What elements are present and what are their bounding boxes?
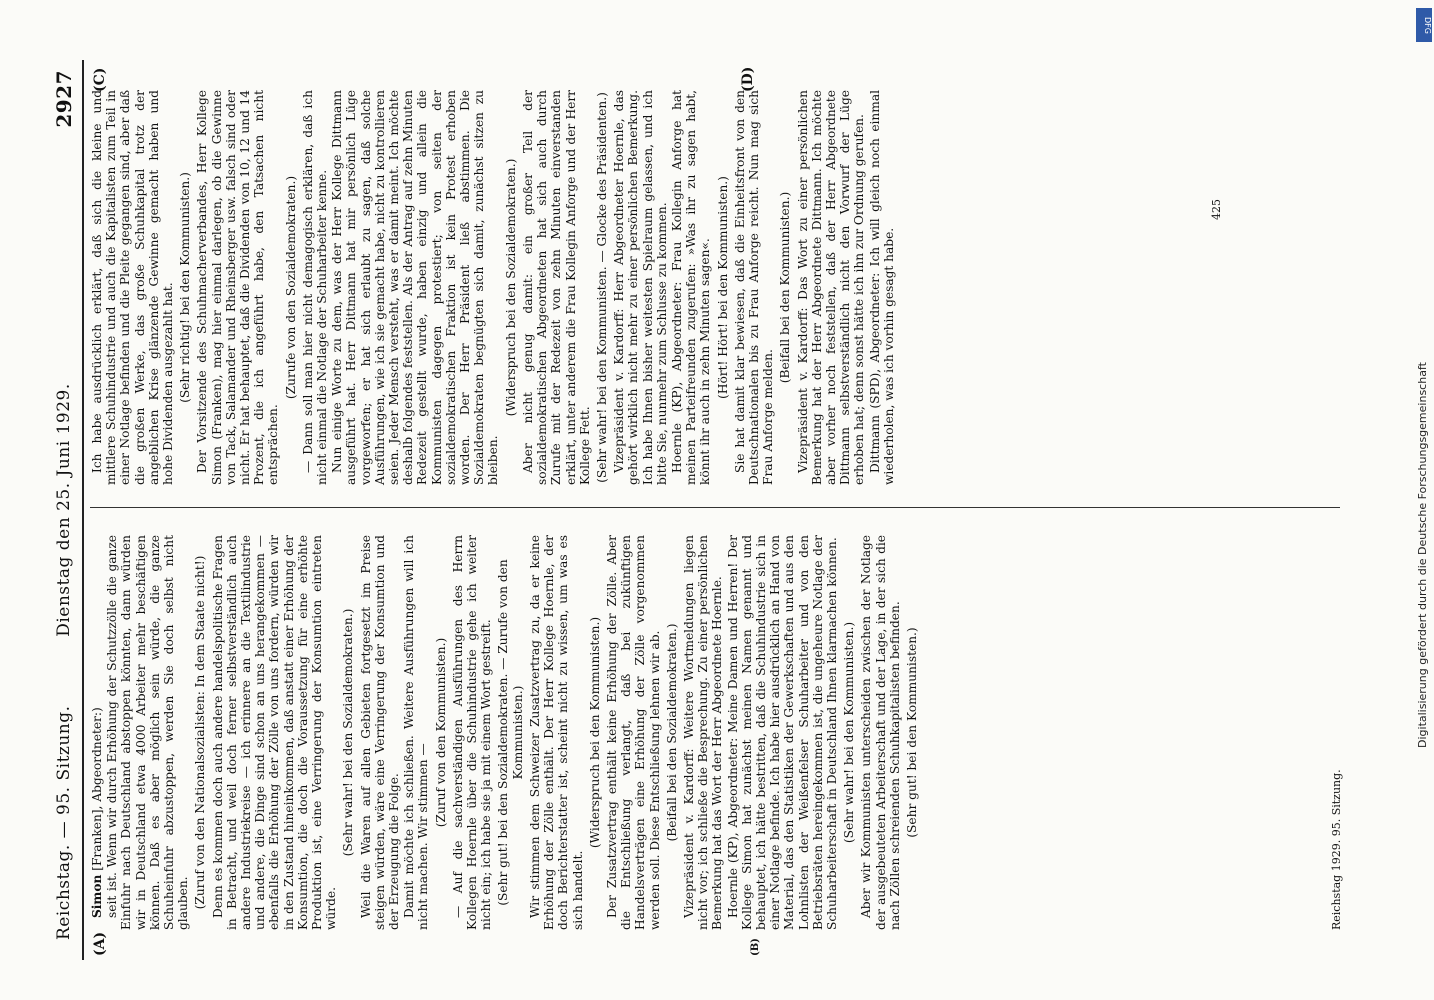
paragraph: Sie hat damit klar bewiesen, daß die Einheitsfront von den Deutschnationalen bis zu Frau Anforge reicht. Nun mag sich Frau Anforge melden. (732, 90, 776, 485)
footer-left: Reichstag 1929. 95. Sitzung. (1330, 769, 1343, 930)
paragraph: Der Zusatzvertrag enthält keine Erhöhung der Zölle. Aber die Entschließung verlangt, daß bei zukünftigen Handelsverträgen eine Erhöhung der Zölle vorgenommen werden soll. Diese Entschließung lehnen wir ab. (604, 535, 662, 930)
margin-marker-d: (D) (740, 66, 756, 92)
paragraph: Denn es kommen doch auch andere handelspolitische Fragen in Betracht, und weil doch ferner selbstverständlich auch andere Industriekreise — ich erinnere an die Textilindustrie und andere, die Dinge sind schon an uns herangekommen — ebenfalls die Erhöhung der Zölle von uns fordern, würden wir in den Zustand hineinkommen, daß anstatt einer Erhöhung der Konsumtion, die doch die Voraussetzung für eine erhöhte Produktion ist, eine Verringerung der Konsumtion eintreten würde. (210, 535, 339, 930)
interjection: (Widerspruch bei den Sozialdemokraten.) (503, 158, 518, 417)
rotated-document-page (50, 60, 1360, 960)
interjection: (Sehr gut! bei den Kommunisten.) (904, 627, 919, 838)
right-column (90, 90, 897, 485)
interjection: (Zuruf von den Nationalsozialisten: In dem Staate nicht!) (193, 555, 208, 910)
header-rule (82, 60, 84, 960)
interjection: (Sehr wahr! bei den Kommunisten. — Glocke des Präsidenten.) (594, 92, 609, 483)
paragraph: Aber nicht genug damit: ein großer Teil der sozialdemokratischen Abgeordneten hat sich auch durch Zurufe mit der Redezeit von zehn Minuten einverstanden erklärt, unter anderem die Frau Kollegin Anforge und der Herr Kollege Fett. (520, 90, 592, 485)
interjection: (Sehr richtig! bei den Kommunisten.) (178, 172, 193, 403)
interjection: (Sehr wahr! bei den Kommunisten.) (842, 621, 857, 844)
digitization-sidebar (1416, 8, 1434, 998)
paragraph: Simon [Franken], Abgeordneter:) (90, 707, 104, 918)
paragraph: Vizepräsident v. Kardorff: Das Wort zu einer persönlichen Bemerkung hat der Herr Abgeordnete Dittmann. Ich möchte aber vorher noch feststellen, daß der Herr Abgeordnete Dittmann selbstverständlich nicht den Vorwurf der Lüge erhoben hat; denn sonst hätte ich ihn zur Ordnung gerufen. (795, 90, 867, 485)
column-separator (90, 507, 1340, 508)
paragraph: Dittmann (SPD), Abgeordneter: Ich will gleich noch einmal wiederholen, was ich vorhin gesagt habe. (867, 90, 896, 485)
interjection: (Zuruf von den Kommunisten.) (433, 637, 448, 828)
interjection: (Beifall bei den Sozialdemokraten.) (664, 623, 679, 842)
paragraph: Vizepräsident v. Kardorff: Weitere Wortmeldungen liegen nicht vor; ich schließe die Besprechung. Zu einer persönlichen Bemerkung hat das Wort der Herr Abgeordnete Hoernle. (681, 535, 725, 930)
paragraph: — Dann soll man hier nicht demagogisch erklären, daß ich nicht einmal die Notlage der Schuharbeiter kenne. (300, 90, 330, 485)
paragraph: Vizepräsident v. Kardorff: Herr Abgeordneter Hoernle, das gehört wirklich nicht mehr zu einer persönlichen Bemerkung. Ich habe Ihnen bisher weitesten Spielraum gelassen, und ich bitte Sie, nunmehr zum Schlusse zu kommen. (612, 90, 669, 485)
paragraph: Wir stimmen dem Schweizer Zusatzvertrag zu, da er keine Erhöhung der Zölle enthält. Der Herr Kollege Hoernle, der doch Berichterstatter ist, scheint nicht zu wissen, um was es sich handelt. (527, 535, 585, 930)
digitization-credit: Digitalisierung gefördert durch die Deutsche Forschungsgemeinschaft (1416, 362, 1429, 748)
interjection: (Sehr wahr! bei den Sozialdemokraten.) (341, 608, 356, 857)
interjection: (Sehr gut! bei den Sozialdemokraten. — Zurufe von den Kommunisten.) (496, 559, 525, 906)
paragraph: Hoernle (KP), Abgeordneter: Meine Damen und Herren! Der Kollege Simon hat zunächst meinen Namen genannt und behauptet, ich hätte bestritten, daß die Schuhindustrie sich in einer Notlage befinde. Ich habe hier ausdrücklich an Hand von Material, das den Statistiken der Gewerkschaften und aus den Lohnlisten der Weißenfelser Schuharbeiter und von den Betriebsräten hereingekommen ist, die ungeheure Notlage der Schuharbeiterschaft in Deutschland Ihnen klarmachen können. (725, 535, 839, 930)
paragraph: Der Vorsitzende des Schuhmacherverbandes, Herr Kollege Simon (Franken), mag hier einmal darlegen, ob die Gewinne von Tack, Salamander und Rheinsberger usw. falsch sind oder nicht. Er hat behauptet, daß die Dividenden von 10, 12 und 14 Prozent, die ich angeführt habe, den Tatsachen nicht entsprächen. (195, 90, 281, 485)
paragraph: — Auf die sachverständigen Ausführungen des Herrn Kollegen Hoernle über die Schuhindustrie gehe ich weiter nicht ein; ich habe sie ja mit einem Wort gestreift. (450, 535, 494, 930)
dfg-logo: DFG (1416, 8, 1432, 42)
paragraph: Aber wir Kommunisten unterscheiden zwischen der Notlage der ausgebeuteten Arbeiterschaft und der Lage, in der sich die nach Zöllen schreienden Schuhkapitalisten befinden. (859, 535, 902, 930)
left-column (90, 535, 922, 930)
interjection: (Beifall bei den Kommunisten.) (778, 191, 793, 384)
page-number: 2927 (52, 70, 76, 128)
interjection: (Hört! Hört! bei den Kommunisten.) (715, 176, 730, 399)
page-header (50, 60, 80, 960)
margin-marker-a: (A) (92, 931, 108, 956)
margin-marker-b: (B) (750, 938, 761, 956)
header-date: Dienstag den 25. Juni 1929. (54, 383, 74, 637)
margin-marker-c: (C) (92, 67, 108, 92)
paragraph: Nun einige Worte zu dem, was der Herr Kollege Dittmann ausgeführt hat. Herr Dittmann hat mir persönlich Lüge vorgeworfen; er hat sich erlaubt zu sagen, daß solche Ausführungen, wie ich sie gemacht habe, nicht zu kontrollieren seien. Jeder Mensch versteht, was er damit meint. Ich möchte deshalb folgendes feststellen. Als der Antrag auf zehn Minuten Redezeit gestellt wurde, haben einzig und allein die Kommunisten dagegen protestiert; von seiten der sozialdemokratischen Fraktion ist kein Protest erhoben worden. Der Herr Präsident ließ abstimmen. Die Sozialdemokraten begnügten sich damit, zunächst sitzen zu bleiben. (330, 90, 501, 485)
interjection: (Zurufe von den Sozialdemokraten.) (283, 175, 298, 400)
paragraph: Hoernle (KP), Abgeordneter: Frau Kollegin Anforge hat meinen Parteifreunden zugerufen: »Was ihr zu sagen habt, könnt ihr auch in zehn Minuten sagen«. (669, 90, 713, 485)
paragraph: Ich habe ausdrücklich erklärt, daß sich die kleine und mittlere Schuhindustrie und auch die Kapitalisten zum Teil in einer Notlage befinden und die Pleite gegangen sind, aber daß die großen Werke, das große Schuhkapital trotz der angeblichen Krise glänzende Gewinne gemacht haben und hohe Dividenden ausgezahlt hat. (90, 90, 176, 485)
paragraph: Weil die Waren auf allen Gebieten fortgesetzt im Preise steigen würden, wäre eine Verringerung der Konsumtion und der Erzeugung die Folge. (358, 535, 402, 930)
interjection: (Widerspruch bei den Kommunisten.) (587, 616, 602, 849)
paragraph: seit ist. Wenn wir durch Erhöhung der Schutzzölle die ganze Einfuhr nach Deutschland abstoppen könnten, dann würden wir in Deutschland etwa 4000 Arbeiter mehr beschäftigen können. Daß es aber möglich sein würde, die ganze Schuheinfuhr abzustoppen, werden Sie doch selbst nicht glauben. (105, 535, 191, 930)
footer-right: 425 (1210, 199, 1223, 220)
header-left: Reichstag. — 95. Sitzung. (54, 705, 74, 940)
paragraph: Damit möchte ich schließen. Weitere Ausführungen will ich nicht machen. Wir stimmen — (402, 535, 431, 930)
